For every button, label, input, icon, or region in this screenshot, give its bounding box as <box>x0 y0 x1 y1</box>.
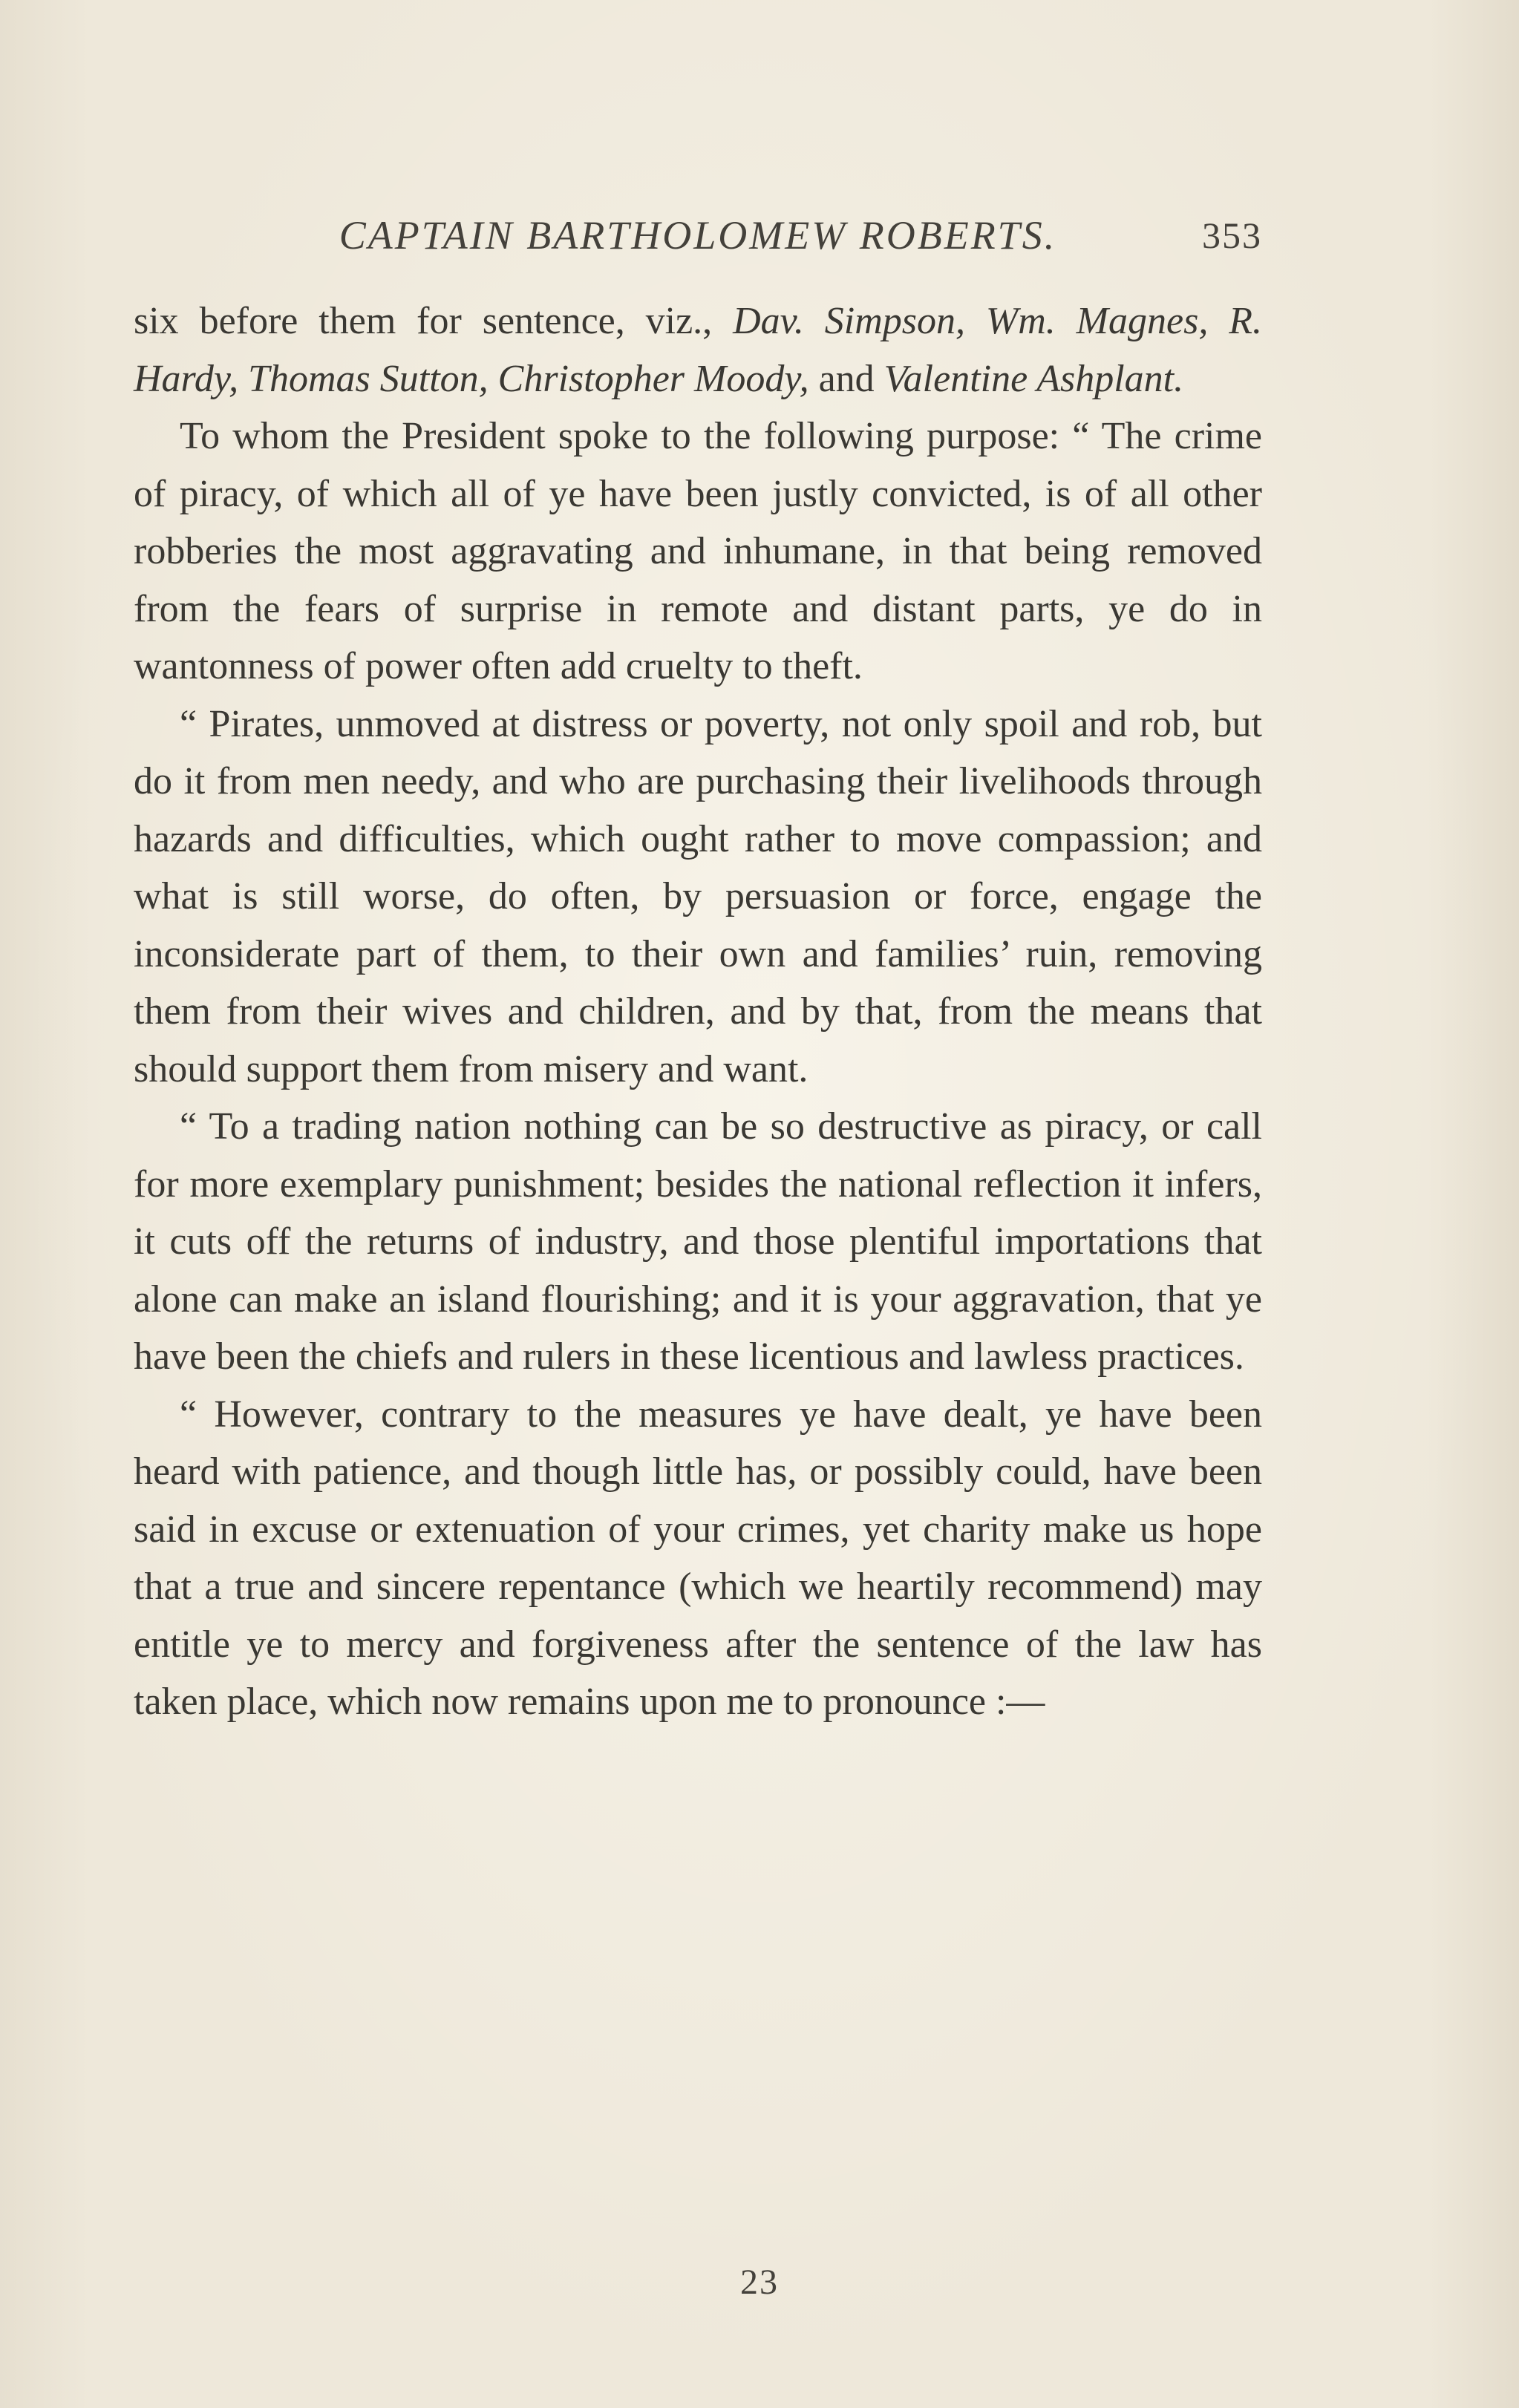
running-head <box>134 209 1262 261</box>
text-segment: “ To a trading nation nothing can be so destructive as piracy, or call for more exemplary punishment; besides the national reflection it infers, it cuts off the returns of industry, and those plentiful importations that alone can make an island flourishing; and it is your aggravation, that ye have been the chiefs and rulers in these licentious and lawless practices. <box>134 1105 1262 1378</box>
page-number: 353 <box>1202 215 1262 256</box>
text-segment: To whom the President spoke to the following purpose: “ The crime of piracy, of which all of ye have been justly convicted, is of all other robberies the most aggravating and inhumane, in that being removed from the fears of surprise in remote and distant parts, ye do in wantonness of power often add cruelty to theft. <box>134 415 1262 687</box>
text-segment: “ Pirates, unmoved at distress or poverty, not only spoil and rob, but do it from men needy, and who are purchasing their livelihoods through hazards and difficulties, which ought rather to move compassion; and what is still worse, do often, by persuasion or force, engage the inconsiderate part of them, to their own and families’ ruin, removing them from their wives and children, and by that, from the means that should support them from misery and want. <box>134 702 1262 1090</box>
italic-names: Dav. Simpson, Wm. Magnes, R. Hardy, Thomas Sutton, Christopher Moody, <box>134 300 1262 400</box>
paragraph-continuation <box>134 292 1262 408</box>
text-segment: and <box>808 357 884 400</box>
signature-mark: 23 <box>740 2263 779 2302</box>
paragraph-president-speech <box>134 408 1262 696</box>
paragraph-pirates <box>134 696 1262 1099</box>
body-text <box>134 292 1262 1731</box>
text-segment: “ However, contrary to the measures ye have dealt, ye have been heard with patience, and though little has, or possibly could, have been said in excuse or extenuation of your crimes, yet charity make us hope that a true and sincere repentance (which we heartily recommend) may entitle ye to mercy and forgiveness after the sentence of the law has taken place, which now remains upon me to pronounce :— <box>134 1393 1262 1723</box>
paragraph-trading-nation <box>134 1098 1262 1386</box>
italic-name: Valentine Ashplant. <box>883 357 1184 400</box>
paragraph-however <box>134 1386 1262 1731</box>
running-title: CAPTAIN BARTHOLOMEW ROBERTS. <box>339 213 1057 258</box>
text-segment: six before them for sentence, viz., <box>134 300 734 342</box>
